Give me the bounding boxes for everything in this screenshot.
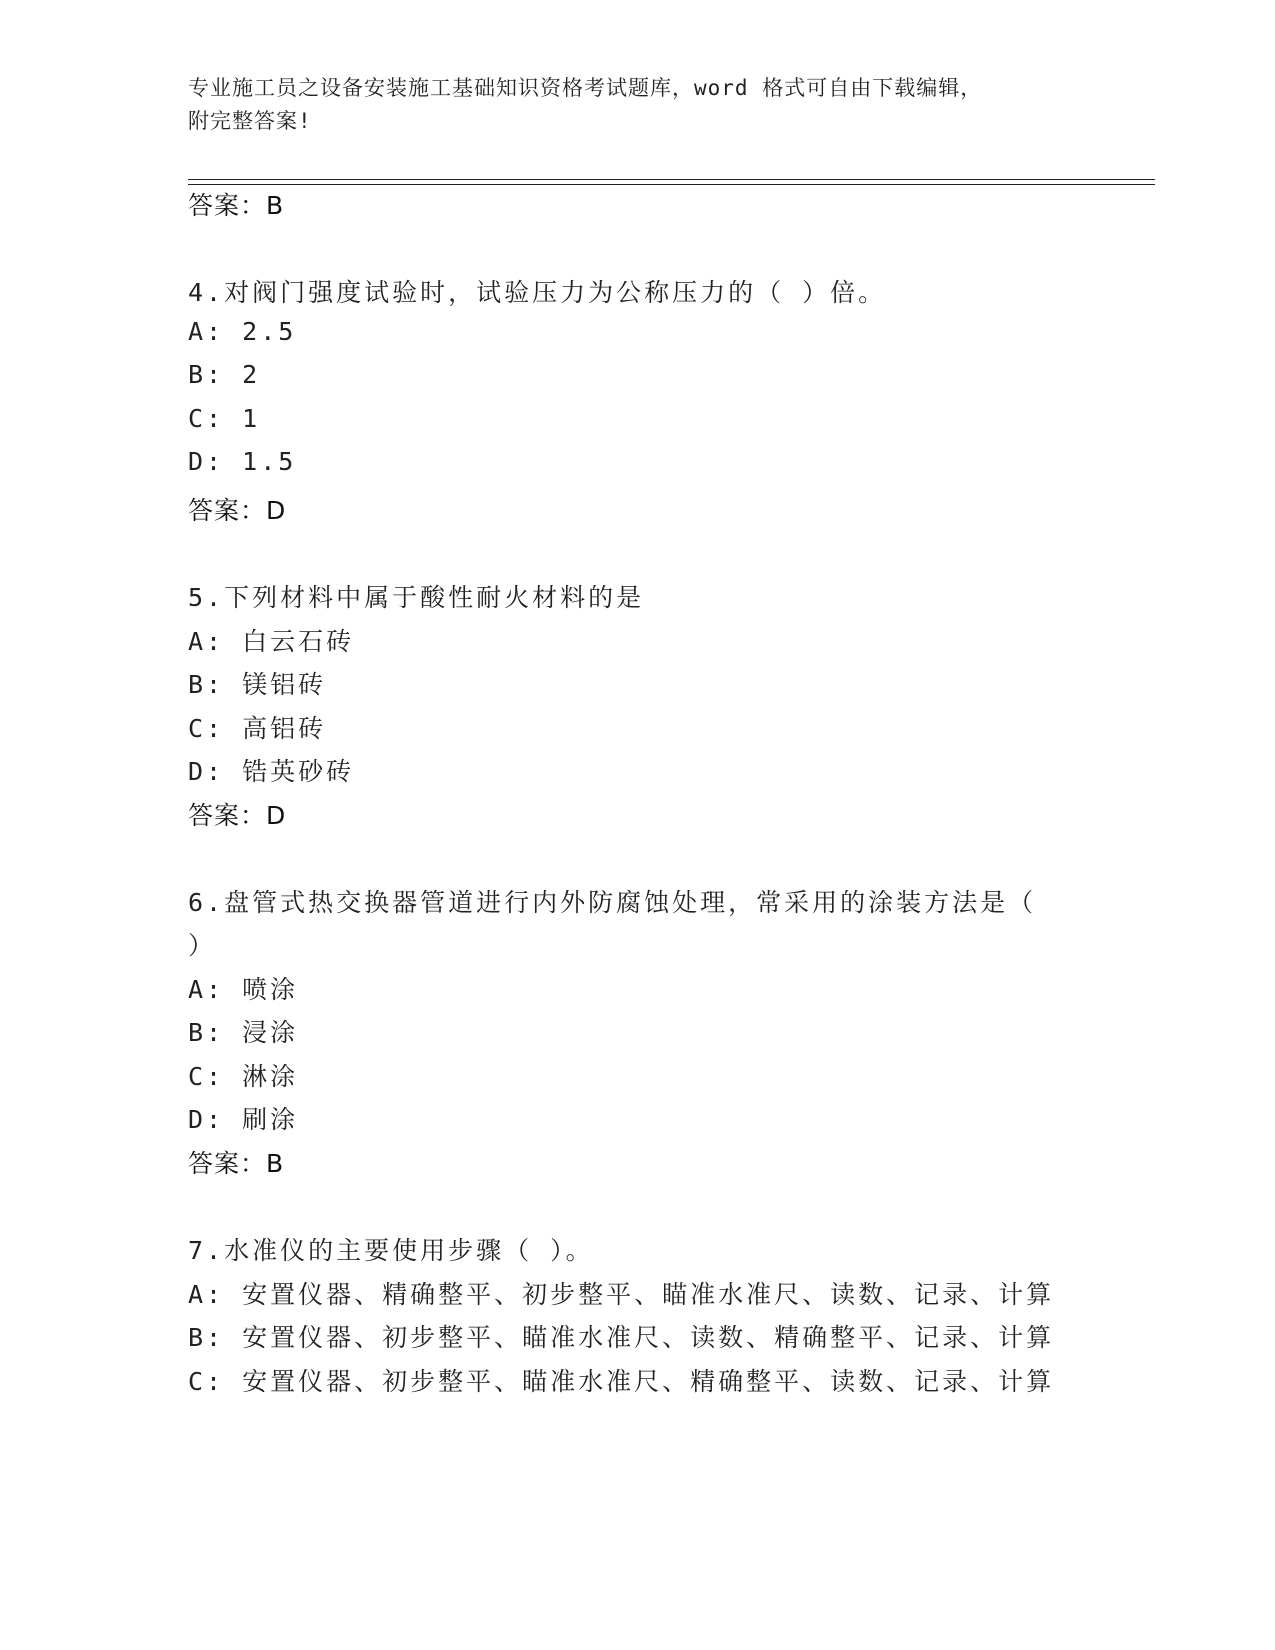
question-answer: 答案：D	[188, 801, 287, 830]
question-option: B: 镁铝砖	[188, 670, 327, 699]
header-line-1: 专业施工员之设备安装施工基础知识资格考试题库，word 格式可自由下载编辑，	[188, 76, 983, 100]
question-option: B: 安置仪器、初步整平、瞄准水准尺、读数、精确整平、记录、计算	[188, 1323, 1055, 1352]
header-line-2: 附完整答案!	[188, 109, 312, 133]
question-answer: 答案：B	[188, 1149, 285, 1178]
question-option: A: 白云石砖	[188, 627, 355, 656]
question-option: A: 喷涂	[188, 975, 299, 1004]
question-option: A: 安置仪器、精确整平、初步整平、瞄准水准尺、读数、记录、计算	[188, 1280, 1055, 1309]
question-option: D: 锆英砂砖	[188, 757, 355, 786]
header-divider-bottom	[188, 184, 1155, 185]
question-option: C: 淋涂	[188, 1062, 299, 1091]
question-option: A: 2.5	[188, 317, 297, 346]
question-option: C: 安置仪器、初步整平、瞄准水准尺、精确整平、读数、记录、计算	[188, 1367, 1055, 1396]
question-option: B: 2	[188, 360, 261, 389]
question-option: D: 刷涂	[188, 1105, 299, 1134]
question-option: C: 1	[188, 404, 261, 433]
document-header	[188, 72, 1068, 138]
question-stem: 7.水准仪的主要使用步骤（ ）。	[188, 1236, 594, 1265]
previous-answer: 答案：B	[188, 191, 285, 220]
question-stem-continuation: ）	[188, 931, 217, 960]
question-option: C: 高铝砖	[188, 714, 327, 743]
question-stem: 6.盘管式热交换器管道进行内外防腐蚀处理，常采用的涂装方法是（	[188, 888, 1037, 917]
question-stem: 5.下列材料中属于酸性耐火材料的是	[188, 583, 645, 612]
question-option: D: 1.5	[188, 447, 297, 476]
question-stem: 4.对阀门强度试验时，试验压力为公称压力的（ ）倍。	[188, 278, 887, 307]
question-option: B: 浸涂	[188, 1018, 299, 1047]
header-divider-top	[188, 179, 1155, 180]
question-answer: 答案：D	[188, 496, 287, 525]
